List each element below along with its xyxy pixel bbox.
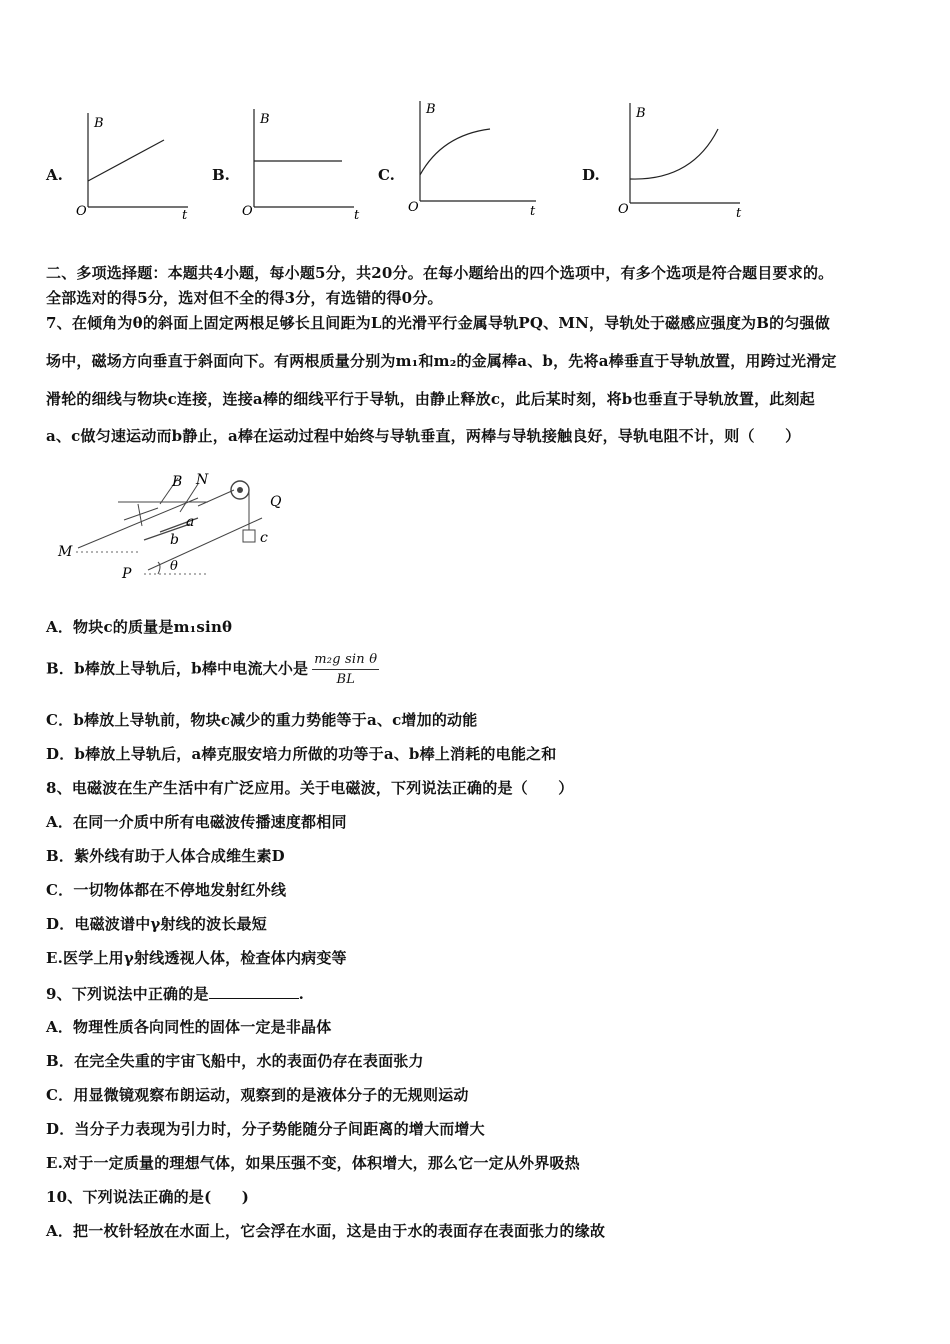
q9-stem-end: .	[298, 985, 305, 1003]
fraction-denominator: BL	[336, 672, 356, 687]
graph-option-a	[70, 95, 200, 225]
q7-option-b-text: B．b棒放上导轨后，b棒中电流大小是	[46, 659, 309, 678]
graph-option-c-label: C.	[378, 166, 395, 184]
graph-option-b	[236, 95, 366, 225]
label-p: P	[122, 566, 132, 582]
label-b-field: B	[172, 474, 183, 490]
q7-option-c: C．b棒放上导轨前，物块c减少的重力势能等于a、c增加的动能	[46, 711, 478, 729]
q8-option-e: E.医学上用γ射线透视人体，检查体内病变等	[46, 949, 347, 967]
section2-header-line2: 全部选对的得5分，选对但不全的得3分，有选错的得0分。	[46, 289, 443, 307]
current-fraction	[312, 652, 379, 687]
q7-stem-line2: 场中，磁场方向垂直于斜面向下。有两根质量分别为m₁和m₂的金属棒a、b，先将a棒垂直于导轨放置，用跨过光滑定	[46, 352, 837, 370]
q9-option-b: B．在完全失重的宇宙飞船中，水的表面仍存在表面张力	[46, 1052, 424, 1070]
q8-option-b: B．紫外线有助于人体合成维生素D	[46, 847, 285, 865]
label-b: b	[170, 532, 179, 548]
q7-rail-diagram	[48, 460, 308, 594]
graph-option-c	[402, 95, 552, 225]
graph-option-d-label: D.	[582, 166, 600, 184]
axis-y-label: B	[636, 106, 646, 121]
label-a: a	[186, 514, 195, 530]
axis-y-label: B	[426, 102, 436, 117]
label-m: M	[58, 544, 73, 560]
q9-option-e: E.对于一定质量的理想气体，如果压强不变，体积增大，那么它一定从外界吸热	[46, 1154, 580, 1172]
graph-option-d	[612, 95, 752, 225]
axis-y-label: B	[260, 112, 270, 127]
label-theta: θ	[170, 559, 178, 574]
axis-x-label: t	[736, 206, 742, 221]
origin-label: O	[76, 204, 87, 219]
fraction-numerator: m₂g sin θ	[312, 652, 379, 670]
origin-label: O	[408, 200, 419, 215]
label-q: Q	[270, 494, 282, 510]
q7-stem-line4: a、c做匀速运动而b静止，a棒在运动过程中始终与导轨垂直，两棒与导轨接触良好，导轨电阻不计，则（ ）	[46, 427, 801, 445]
q9-option-d: D．当分子力表现为引力时，分子势能随分子间距离的增大而增大	[46, 1120, 485, 1138]
q7-stem-line1: 7、在倾角为θ的斜面上固定两根足够长且间距为L的光滑平行金属导轨PQ、MN，导轨处于磁感应强度为B的匀强做	[46, 314, 830, 332]
origin-label: O	[242, 204, 253, 219]
q9-option-c: C．用显微镜观察布朗运动，观察到的是液体分子的无规则运动	[46, 1086, 469, 1104]
q8-option-a: A．在同一介质中所有电磁波传播速度都相同	[46, 813, 347, 831]
q9-option-a: A．物理性质各向同性的固体一定是非晶体	[46, 1018, 332, 1036]
q10-option-a: A．把一枚针轻放在水面上，它会浮在水面，这是由于水的表面存在表面张力的缘故	[46, 1222, 606, 1240]
axis-x-label: t	[182, 208, 188, 223]
q7-stem-line3: 滑轮的细线与物块c连接，连接a棒的细线平行于导轨，由静止释放c，此后某时刻，将b也垂直于导轨放置，此刻起	[46, 390, 815, 408]
axis-x-label: t	[530, 204, 536, 219]
graph-option-b-label: B.	[212, 166, 230, 184]
axis-y-label: B	[94, 116, 104, 131]
q8-option-c: C．一切物体都在不停地发射红外线	[46, 881, 287, 899]
q8-option-d: D．电磁波谱中γ射线的波长最短	[46, 915, 267, 933]
label-c: c	[260, 530, 268, 546]
label-n: N	[196, 472, 209, 488]
graph-option-a-label: A.	[46, 166, 63, 184]
q7-option-b	[46, 652, 379, 687]
q7-option-d: D．b棒放上导轨后，a棒克服安培力所做的功等于a、b棒上消耗的电能之和	[46, 745, 557, 763]
q7-option-a: A．物块c的质量是m₁sinθ	[46, 618, 233, 636]
q9-stem	[46, 983, 304, 1004]
axis-x-label: t	[354, 208, 360, 223]
origin-label: O	[618, 202, 629, 217]
q9-stem-text: 9、下列说法中正确的是	[46, 985, 209, 1003]
q10-stem: 10、下列说法正确的是( )	[46, 1188, 250, 1206]
q8-stem: 8、电磁波在生产生活中有广泛应用。关于电磁波，下列说法正确的是（ ）	[46, 779, 574, 797]
section2-header-line1: 二、多项选择题：本题共4小题，每小题5分，共20分。在每小题给出的四个选项中，有多个选项是符合题目要求的。	[46, 264, 834, 282]
answer-blank	[209, 984, 299, 999]
